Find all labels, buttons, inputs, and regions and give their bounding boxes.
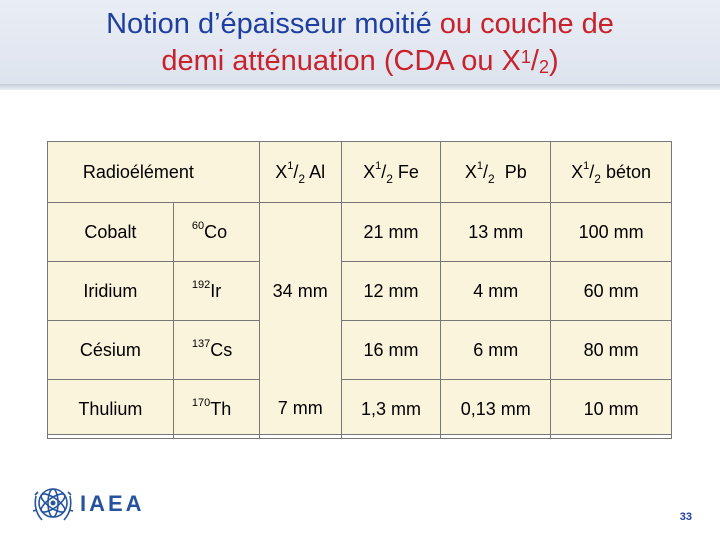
value-fe: 21 mm: [341, 203, 441, 262]
value-pb: 4 mm: [441, 262, 551, 321]
x-sub: 2: [594, 171, 601, 186]
element-name: Cobalt: [48, 203, 174, 262]
table-header-row: [48, 142, 672, 203]
header-pb-label: Pb: [494, 161, 527, 182]
title-part-red: ou couche de: [439, 8, 614, 40]
value-fe: 1,3 mm: [341, 380, 441, 439]
isotope-symbol: Co: [204, 221, 228, 242]
x-sup: 1: [476, 159, 483, 172]
isotope-mass: 170: [191, 396, 211, 409]
header-fe-label: Fe: [392, 161, 419, 182]
isotope-mass: 137: [191, 337, 211, 350]
title-line2: [161, 45, 558, 77]
table-row: [48, 380, 672, 439]
title-part-blue: Notion d’épaisseur moitié: [106, 8, 440, 40]
title-rule: [0, 84, 720, 90]
value-pb: 13 mm: [441, 203, 551, 262]
x-sub: 2: [488, 171, 495, 186]
x-sup: 1: [287, 159, 294, 172]
x-symbol: X: [464, 161, 477, 182]
element-name: Césium: [48, 321, 174, 380]
x-slash: /: [589, 161, 595, 182]
value-beton: 100 mm: [551, 203, 672, 262]
value-al: [259, 321, 341, 380]
value-pb: 6 mm: [441, 321, 551, 380]
value-fe: 12 mm: [341, 262, 441, 321]
x-sub: 2: [386, 171, 393, 186]
title-sub: 2: [538, 57, 549, 77]
value-al: 34 mm: [259, 262, 341, 321]
slide-title: [0, 6, 720, 80]
isotope: [173, 380, 259, 439]
element-name: Thulium: [48, 380, 174, 439]
x-sup: 1: [375, 159, 382, 172]
table-row: [48, 262, 672, 321]
header-beton: [551, 142, 672, 203]
isotope-symbol: Cs: [210, 339, 233, 360]
header-fe: [341, 142, 441, 203]
header-beton-label: béton: [600, 161, 652, 182]
value-beton: 60 mm: [551, 262, 672, 321]
title-sup: 1: [520, 47, 531, 67]
isotope-symbol: Th: [210, 398, 232, 419]
x-symbol: X: [363, 161, 376, 182]
isotope-symbol: Ir: [210, 280, 222, 301]
isotope: [173, 262, 259, 321]
element-name: Iridium: [48, 262, 174, 321]
table-row: [48, 321, 672, 380]
table-row: [48, 203, 672, 262]
isotope-mass: 192: [191, 278, 211, 291]
x-slash: /: [293, 161, 299, 182]
x-symbol: X: [275, 161, 288, 182]
value-beton: 10 mm: [551, 380, 672, 439]
header-al-label: Al: [305, 161, 326, 182]
value-al: [259, 203, 341, 262]
isotope: [173, 321, 259, 380]
value-pb: 0,13 mm: [441, 380, 551, 439]
header-pb: [441, 142, 551, 203]
header-radioelement: Radioélément: [48, 142, 260, 203]
value-beton: 80 mm: [551, 321, 672, 380]
title-slash: /: [530, 45, 539, 77]
iaea-wordmark: IAEA: [80, 491, 145, 516]
isotope: [173, 203, 259, 262]
attenuation-table: [47, 141, 672, 439]
header-al: [259, 142, 341, 203]
title-line2-text: demi atténuation (CDA ou X: [161, 45, 521, 77]
x-slash: /: [381, 161, 387, 182]
x-slash: /: [482, 161, 488, 182]
title-close: ): [548, 45, 559, 77]
x-sup: 1: [583, 159, 590, 172]
page-number: 33: [679, 511, 692, 523]
value-fe: 16 mm: [341, 321, 441, 380]
isotope-mass: 60: [191, 219, 205, 232]
x-sub: 2: [298, 171, 306, 186]
value-al: 7 mm: [259, 380, 341, 439]
x-symbol: X: [571, 161, 584, 182]
